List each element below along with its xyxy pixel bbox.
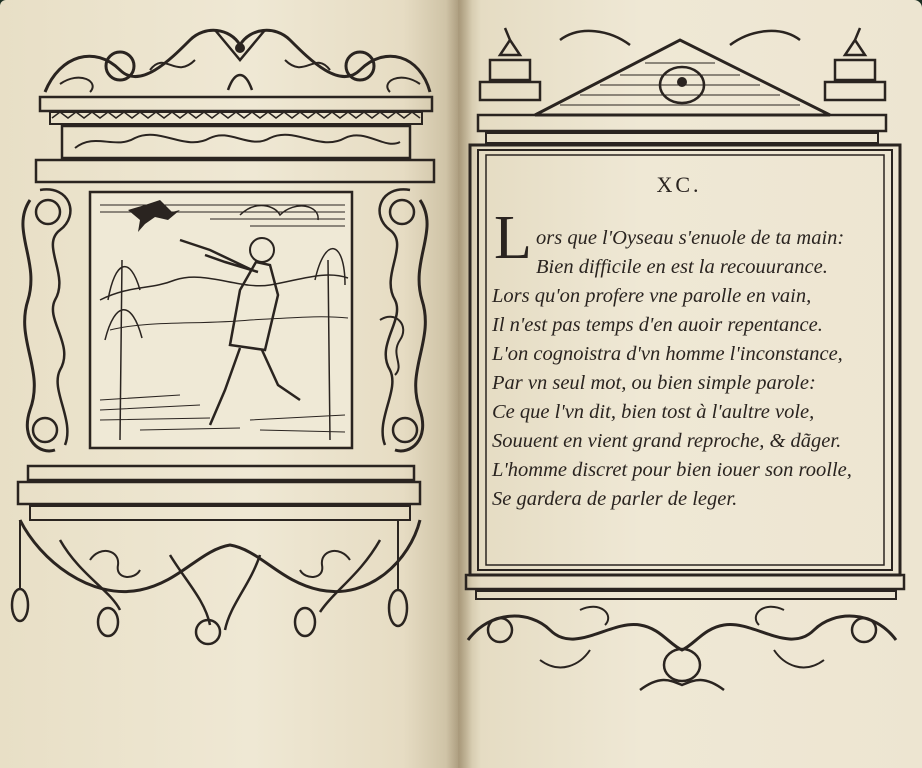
poem-line: L'homme discret pour bien iouer son roolle, [492,459,852,481]
right-side-scroll [380,189,427,451]
bottom-cartouche-ornament [468,607,896,690]
left-side-scroll [23,189,70,451]
poem-line: Bien difficile en est la recouurance. [536,256,828,278]
right-pediment [478,28,886,143]
poem-line: Il n'est pas temps d'en auoir repentance. [492,314,823,336]
poem-line: Ce que l'vn dit, bien tost à l'aultre vole, [492,401,815,423]
woodcut-illustration [90,192,352,448]
poem-line: Par vn seul mot, ou bien simple parole: [492,372,816,394]
base-moulding [18,466,420,520]
garland-ornament [12,520,420,644]
top-scroll-ornament [45,30,430,92]
poem-text [492,224,884,514]
emblem-number: XC. [656,172,702,197]
poem-line: Lors qu'on profere vne parolle en vain, [492,285,812,307]
drop-cap: L [494,204,532,272]
poem-line: L'on cognoistra d'vn homme l'inconstance, [492,343,843,365]
entablature [36,97,434,182]
poem-line: ors que l'Oyseau s'enuole de ta main: [536,227,845,249]
poem-line: Souuent en vient grand reproche, & dãger. [492,430,842,452]
poem-line: Se gardera de parler de leger. [492,488,738,510]
